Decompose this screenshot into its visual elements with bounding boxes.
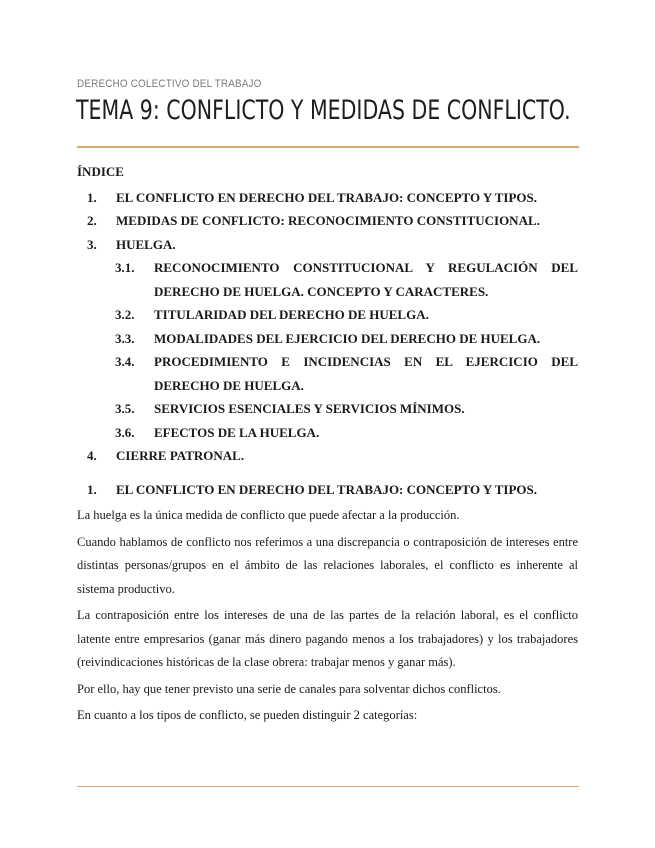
paragraph: Por ello, hay que tener previsto una serie de canales para solventar dichos conflictos.: [77, 681, 501, 696]
toc-item-number: 3.2.: [115, 307, 135, 322]
toc-item: [77, 186, 578, 210]
toc-item-number: 2.: [87, 213, 97, 228]
toc-item-number: 3.6.: [115, 424, 135, 440]
toc-item: [77, 233, 578, 257]
toc-item-label: SERVICIOS ESENCIALES Y SERVICIOS MÍNIMOS.: [154, 401, 465, 416]
paragraph: La contraposición entre los intereses de una de las partes de la relación laboral, es el conflicto latente entre empresarios (ganar más dinero pagando menos a los trabajadores) y los trabajadores (reivindicaciones históricas de la clase obrera: trabajar menos y ganar más).: [77, 608, 578, 669]
toc-item-number: 3.: [87, 236, 97, 252]
document-body: [77, 160, 578, 728]
section-title: EL CONFLICTO EN DERECHO DEL TRABAJO: CONCEPTO Y TIPOS.: [116, 481, 538, 497]
paragraph: Cuando hablamos de conflicto nos referimos a una discrepancia o contraposición de intereses entre distintas personas/grupos en el ámbito de las relaciones laborales, el conflicto es inherente al sistema productivo.: [77, 534, 578, 596]
toc-item-number: 3.5.: [115, 401, 135, 416]
toc-item-label: MODALIDADES DEL EJERCICIO DEL DERECHO DE HUELGA.: [154, 330, 541, 346]
toc-item: [77, 209, 578, 233]
toc-item-label: MEDIDAS DE CONFLICTO: RECONOCIMIENTO CONSTITUCIONAL.: [116, 213, 540, 228]
toc-item-number: 1.: [87, 189, 97, 205]
document-kicker: DERECHO COLECTIVO DEL TRABAJO: [77, 78, 262, 90]
paragraph: En cuanto a los tipos de conflicto, se pueden distinguir 2 categorías:: [77, 708, 418, 722]
toc-item: [77, 444, 578, 468]
toc-item-label: TITULARIDAD DEL DERECHO DE HUELGA.: [154, 307, 429, 322]
toc-item-label: RECONOCIMIENTO CONSTITUCIONAL Y REGULACIÓN DEL DERECHO DE HUELGA. CONCEPTO Y CARACTERES.: [154, 260, 578, 299]
section-number: 1.: [87, 481, 97, 497]
index-heading: ÍNDICE: [77, 164, 124, 179]
toc-item-number: 4.: [87, 448, 97, 463]
toc-item-label: EL CONFLICTO EN DERECHO DEL TRABAJO: CONCEPTO Y TIPOS.: [116, 189, 538, 205]
toc-subitem: [77, 421, 578, 445]
toc-item-label: PROCEDIMIENTO E INCIDENCIAS EN EL EJERCICIO DEL DERECHO DE HUELGA.: [154, 354, 578, 393]
toc-item-label: CIERRE PATRONAL.: [116, 448, 245, 463]
toc-item-number: 3.4.: [115, 354, 135, 369]
toc-item-number: 3.1.: [115, 260, 135, 275]
footer-divider: [77, 786, 579, 787]
page-title: TEMA 9: CONFLICTO Y MEDIDAS DE CONFLICTO.: [76, 95, 571, 126]
table-of-contents: [77, 186, 578, 468]
paragraph: La huelga es la única medida de conflicto que puede afectar a la producción.: [77, 508, 460, 522]
title-divider: [77, 146, 579, 148]
toc-item-label: EFECTOS DE LA HUELGA.: [154, 424, 320, 440]
section-heading: [77, 478, 578, 502]
toc-subitem: [77, 303, 578, 327]
toc-item-number: 3.3.: [115, 330, 135, 346]
toc-subitem: [77, 256, 578, 303]
toc-subitem: [77, 397, 578, 421]
toc-subitem: [77, 350, 578, 397]
toc-subitem: [77, 327, 578, 351]
toc-item-label: HUELGA.: [116, 236, 176, 252]
